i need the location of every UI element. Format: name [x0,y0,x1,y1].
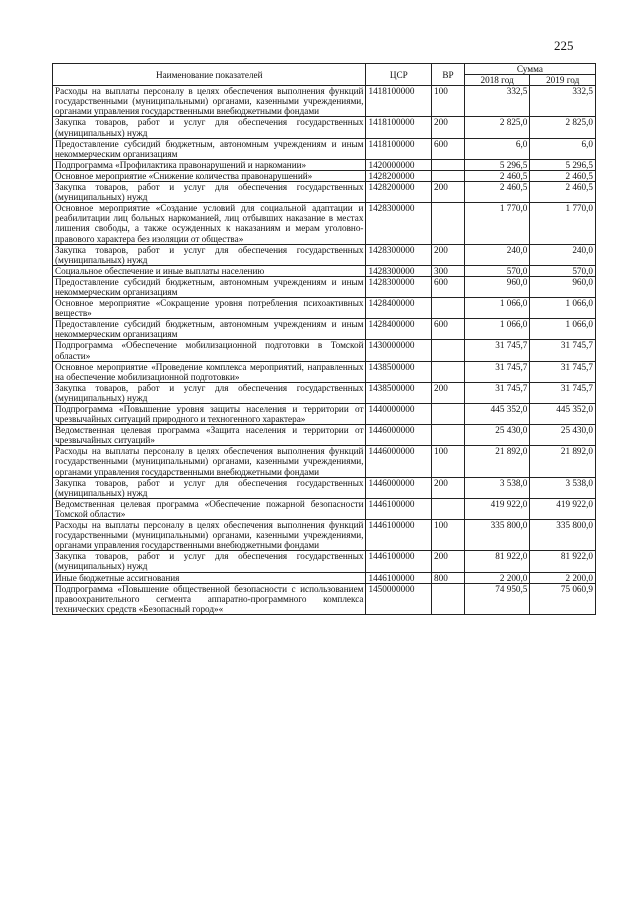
table-row [53,159,596,170]
row-sum-2019-cell: 25 430,0 [530,425,596,446]
row-sum-2019-cell: 445 352,0 [530,404,596,425]
row-vr-cell: 800 [432,572,465,583]
table-row [53,446,596,477]
row-sum-2019-cell: 1 066,0 [530,319,596,340]
header-year-2018: 2018 год [464,75,530,86]
row-vr-cell: 600 [432,276,465,297]
row-vr-cell: 100 [432,446,465,477]
row-csr-cell: 1428400000 [366,319,432,340]
row-name-cell: Расходы на выплаты персоналу в целях обеспечения выполнения функций государственными (муниципальными) органами, казенными учреждениями, органами управления государственными внебюджетными фондами [53,446,366,477]
row-sum-2019-cell: 2 825,0 [530,117,596,138]
row-vr-cell [432,170,465,181]
row-vr-cell [432,425,465,446]
table-row [53,404,596,425]
table-row [53,477,596,498]
table-row [53,340,596,361]
row-name-cell: Расходы на выплаты персоналу в целях обеспечения выполнения функций государственными (муниципальными) органами, казенными учреждениями, органами управления государственными внебюджетными фондами [53,520,366,551]
row-csr-cell: 1418100000 [366,117,432,138]
row-name-cell: Основное мероприятие «Сокращение уровня потребления психоактивных веществ» [53,298,366,319]
row-vr-cell [432,340,465,361]
row-csr-cell: 1430000000 [366,340,432,361]
row-sum-2018-cell: 31 745,7 [464,382,530,403]
row-sum-2018-cell: 445 352,0 [464,404,530,425]
row-csr-cell: 1428300000 [366,265,432,276]
row-sum-2018-cell: 2 460,5 [464,182,530,203]
row-vr-cell: 200 [432,382,465,403]
row-csr-cell: 1428300000 [366,244,432,265]
row-sum-2018-cell: 332,5 [464,86,530,117]
row-sum-2018-cell: 2 825,0 [464,117,530,138]
row-name-cell: Социальное обеспечение и иные выплаты населению [53,265,366,276]
header-year-2019: 2019 год [530,75,596,86]
row-sum-2019-cell: 75 060,9 [530,583,596,614]
row-name-cell: Ведомственная целевая программа «Защита населения и территории от чрезвычайных ситуаций» [53,425,366,446]
table-row [53,138,596,159]
row-sum-2018-cell: 419 922,0 [464,498,530,519]
row-name-cell: Подпрограмма «Повышение уровня защиты населения и территории от чрезвычайных ситуаций природного и техногенного характера» [53,404,366,425]
row-name-cell: Предоставление субсидий бюджетным, автономным учреждениям и иным некоммерческим организациям [53,138,366,159]
row-sum-2018-cell: 2 460,5 [464,170,530,181]
row-sum-2019-cell: 1 770,0 [530,203,596,244]
row-vr-cell: 300 [432,265,465,276]
row-sum-2019-cell: 1 066,0 [530,298,596,319]
row-sum-2019-cell: 31 745,7 [530,382,596,403]
table-row [53,265,596,276]
row-name-cell: Закупка товаров, работ и услуг для обеспечения государственных (муниципальных) нужд [53,551,366,572]
row-sum-2019-cell: 5 296,5 [530,159,596,170]
row-name-cell: Ведомственная целевая программа «Обеспечение пожарной безопасности Томской области» [53,498,366,519]
table-body [53,86,596,615]
table-row [53,244,596,265]
row-vr-cell [432,583,465,614]
row-vr-cell: 600 [432,319,465,340]
row-csr-cell: 1446100000 [366,498,432,519]
row-sum-2018-cell: 3 538,0 [464,477,530,498]
table-row [53,298,596,319]
row-name-cell: Закупка товаров, работ и услуг для обеспечения государственных (муниципальных) нужд [53,182,366,203]
header-csr: ЦСР [366,64,432,86]
row-sum-2018-cell: 1 066,0 [464,298,530,319]
row-vr-cell [432,298,465,319]
row-name-cell: Закупка товаров, работ и услуг для обеспечения государственных (муниципальных) нужд [53,477,366,498]
page-number: 225 [554,38,574,53]
row-csr-cell: 1446100000 [366,551,432,572]
row-csr-cell: 1438500000 [366,382,432,403]
row-sum-2019-cell: 2 200,0 [530,572,596,583]
row-name-cell: Основное мероприятие «Проведение комплекса мероприятий, направленных на обеспечение мобилизационной подготовки» [53,361,366,382]
row-vr-cell [432,361,465,382]
row-sum-2018-cell: 81 922,0 [464,551,530,572]
table-row [53,117,596,138]
row-name-cell: Закупка товаров, работ и услуг для обеспечения государственных (муниципальных) нужд [53,117,366,138]
row-sum-2019-cell: 3 538,0 [530,477,596,498]
row-name-cell: Иные бюджетные ассигнования [53,572,366,583]
row-csr-cell: 1446100000 [366,572,432,583]
row-sum-2018-cell: 570,0 [464,265,530,276]
row-vr-cell: 100 [432,520,465,551]
row-csr-cell: 1418100000 [366,138,432,159]
row-vr-cell [432,159,465,170]
row-sum-2019-cell: 419 922,0 [530,498,596,519]
table-row [53,583,596,614]
table-row [53,203,596,244]
row-name-cell: Подпрограмма «Повышение общественной безопасности с использованием правоохранительного сегмента аппаратно-программного комплекса технических средств «Безопасный город»« [53,583,366,614]
row-sum-2019-cell: 21 892,0 [530,446,596,477]
row-sum-2018-cell: 74 950,5 [464,583,530,614]
row-vr-cell: 200 [432,117,465,138]
row-csr-cell: 1428400000 [366,298,432,319]
row-sum-2018-cell: 6,0 [464,138,530,159]
row-csr-cell: 1428300000 [366,203,432,244]
row-sum-2019-cell: 2 460,5 [530,182,596,203]
table-row [53,319,596,340]
row-vr-cell: 200 [432,182,465,203]
row-csr-cell: 1450000000 [366,583,432,614]
row-sum-2019-cell: 81 922,0 [530,551,596,572]
row-sum-2019-cell: 570,0 [530,265,596,276]
row-name-cell: Закупка товаров, работ и услуг для обеспечения государственных (муниципальных) нужд [53,244,366,265]
row-vr-cell: 600 [432,138,465,159]
row-name-cell: Предоставление субсидий бюджетным, автономным учреждениям и иным некоммерческим организациям [53,276,366,297]
row-name-cell: Основное мероприятие «Снижение количества правонарушений» [53,170,366,181]
row-csr-cell: 1446100000 [366,520,432,551]
table-row [53,382,596,403]
table-row [53,520,596,551]
row-vr-cell: 200 [432,244,465,265]
row-sum-2018-cell: 335 800,0 [464,520,530,551]
row-sum-2018-cell: 2 200,0 [464,572,530,583]
row-sum-2018-cell: 5 296,5 [464,159,530,170]
row-sum-2019-cell: 2 460,5 [530,170,596,181]
row-vr-cell: 200 [432,477,465,498]
table-header [53,64,596,86]
row-vr-cell: 200 [432,551,465,572]
budget-table [52,63,596,615]
row-sum-2019-cell: 960,0 [530,276,596,297]
row-sum-2019-cell: 31 745,7 [530,361,596,382]
row-csr-cell: 1418100000 [366,86,432,117]
table-row [53,86,596,117]
row-csr-cell: 1440000000 [366,404,432,425]
header-name: Наименование показателей [53,64,366,86]
row-sum-2018-cell: 1 066,0 [464,319,530,340]
table-row [53,498,596,519]
table-row [53,170,596,181]
row-sum-2018-cell: 960,0 [464,276,530,297]
header-vr: ВР [432,64,465,86]
row-sum-2018-cell: 1 770,0 [464,203,530,244]
row-csr-cell: 1428200000 [366,170,432,181]
table-row [53,425,596,446]
row-csr-cell: 1446000000 [366,425,432,446]
table-row [53,551,596,572]
row-csr-cell: 1428200000 [366,182,432,203]
table-row [53,276,596,297]
row-csr-cell: 1446000000 [366,477,432,498]
row-sum-2018-cell: 21 892,0 [464,446,530,477]
row-name-cell: Подпрограмма «Обеспечение мобилизационной подготовки в Томской области» [53,340,366,361]
row-csr-cell: 1446000000 [366,446,432,477]
row-sum-2018-cell: 31 745,7 [464,361,530,382]
row-sum-2018-cell: 31 745,7 [464,340,530,361]
row-name-cell: Подпрограмма «Профилактика правонарушений и наркомании» [53,159,366,170]
row-name-cell: Предоставление субсидий бюджетным, автономным учреждениям и иным некоммерческим организациям [53,319,366,340]
row-vr-cell: 100 [432,86,465,117]
row-vr-cell [432,404,465,425]
row-name-cell: Расходы на выплаты персоналу в целях обеспечения выполнения функций государственными (муниципальными) органами, казенными учреждениями, органами управления государственными внебюджетными фондами [53,86,366,117]
row-vr-cell [432,203,465,244]
row-csr-cell: 1438500000 [366,361,432,382]
row-sum-2019-cell: 6,0 [530,138,596,159]
table-row [53,361,596,382]
row-name-cell: Основное мероприятие «Создание условий для социальной адаптации и реабилитации лиц больных наркоманией, лиц отбывших наказание в местах лишения свободы, а также осужденных к наказаниям и мерам уголовно-правового характера без изоляции от общества» [53,203,366,244]
row-name-cell: Закупка товаров, работ и услуг для обеспечения государственных (муниципальных) нужд [53,382,366,403]
row-vr-cell [432,498,465,519]
row-sum-2018-cell: 25 430,0 [464,425,530,446]
row-sum-2019-cell: 332,5 [530,86,596,117]
row-sum-2019-cell: 335 800,0 [530,520,596,551]
row-sum-2018-cell: 240,0 [464,244,530,265]
header-sum: Сумма [464,64,595,75]
row-csr-cell: 1428300000 [366,276,432,297]
row-sum-2019-cell: 240,0 [530,244,596,265]
row-csr-cell: 1420000000 [366,159,432,170]
table-row [53,572,596,583]
table-row [53,182,596,203]
row-sum-2019-cell: 31 745,7 [530,340,596,361]
